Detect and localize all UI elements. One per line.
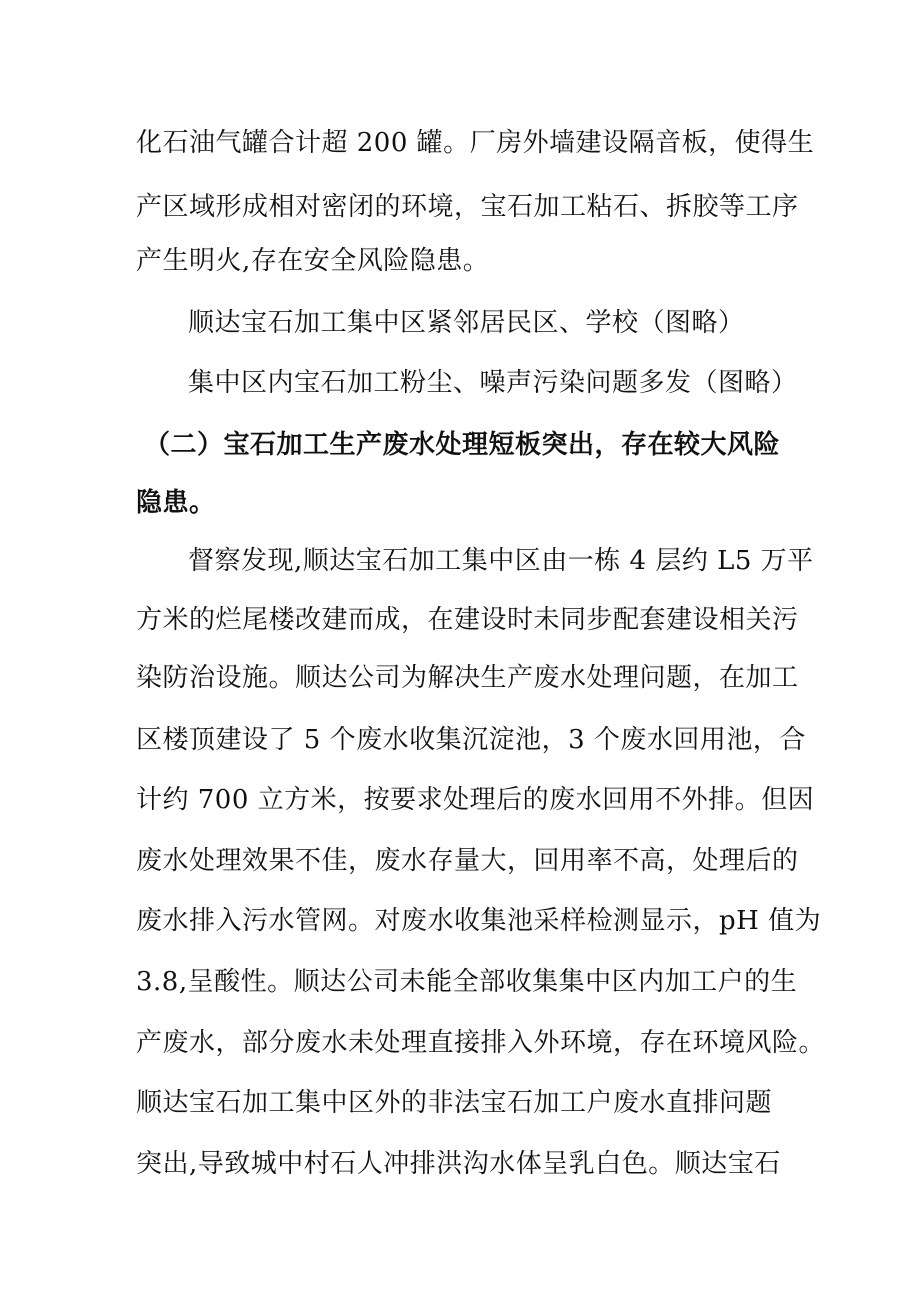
paragraph-2-line-6: 废水处理效果不佳，废水存量大，回用率不高，处理后的 bbox=[136, 846, 799, 876]
paragraph-2-line-9: 产废水，部分废水未处理直接排入外环境，存在环境风险。 bbox=[136, 1028, 826, 1058]
paragraph-1-line-3: 产生明火,存在安全风险隐患。 bbox=[136, 246, 490, 276]
section-heading-line-2: 隐患。 bbox=[136, 488, 216, 518]
paragraph-1-line-2: 产区域形成相对密闭的环境，宝石加工粘石、拆胶等工序 bbox=[136, 192, 799, 222]
paragraph-2-line-7: 废水排入污水管网。对废水收集池采样检测显示，pH 值为 bbox=[136, 906, 822, 936]
figure-caption-2: 集中区内宝石加工粉尘、噪声污染问题多发（图略） bbox=[188, 368, 798, 398]
paragraph-2-line-8: 3.8,呈酸性。顺达公司未能全部收集集中区内加工户的生 bbox=[136, 967, 798, 997]
paragraph-1-line-1: 化石油气罐合计超 200 罐。厂房外墙建设隔音板，使得生 bbox=[136, 128, 815, 158]
section-heading-line-1: （二）宝石加工生产废水处理短板突出，存在较大风险 bbox=[144, 430, 781, 460]
paragraph-2-line-11: 突出,导致城中村石人冲排洪沟水体呈乳白色。顺达宝石 bbox=[136, 1149, 781, 1179]
paragraph-2-line-3: 染防治设施。顺达公司为解决生产废水处理问题，在加工 bbox=[136, 663, 799, 693]
paragraph-2-line-1: 督察发现,顺达宝石加工集中区由一栋 4 层约 L5 万平 bbox=[188, 546, 814, 576]
paragraph-2-line-4: 区楼顶建设了 5 个废水收集沉淀池，3 个废水回用池，合 bbox=[136, 725, 806, 755]
paragraph-2-line-2: 方米的烂尾楼改建而成，在建设时未同步配套建设相关污 bbox=[136, 605, 799, 635]
paragraph-2-line-5: 计约 700 立方米，按要求处理后的废水回用不外排。但因 bbox=[136, 785, 815, 815]
figure-caption-1: 顺达宝石加工集中区紧邻居民区、学校（图略） bbox=[188, 308, 745, 338]
paragraph-2-line-10: 顺达宝石加工集中区外的非法宝石加工户废水直排问题 bbox=[136, 1088, 773, 1118]
